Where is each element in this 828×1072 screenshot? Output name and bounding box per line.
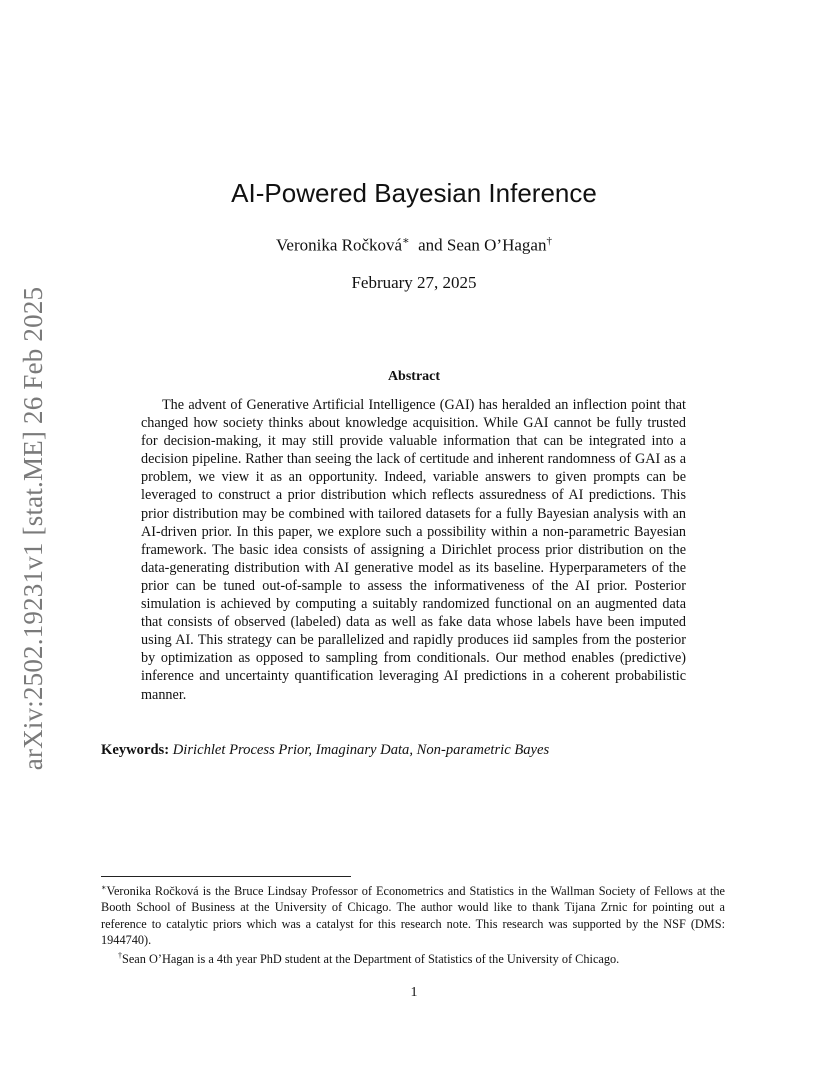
author-name-2: Sean O’Hagan [446, 235, 547, 255]
publication-date: February 27, 2025 [351, 273, 477, 292]
abstract-body: The advent of Generative Artificial Intelligence (GAI) has heralded an inflection point that changed how society thinks about knowledge acquisition. While GAI cannot be fully trusted for decision-making, it may still provide valuable information that can be integrated into a decision pipeline. Rather than seeing the lack of certitude and inherent randomness of GAI as a problem, we view it as an opportunity. Indeed, variable answers to given prompts can be leveraged to construct a prior distribution which reflects assuredness of AI predictions. This prior distribution may be combined with tailored datasets for a fully Bayesian analysis with an AI-driven prior. In this paper, we explore such a possibility within a non-parametric Bayesian framework. The basic idea consists of assigning a Dirichlet process prior distribution on the data-generating distribution with AI generative model as its baseline. Hyperparameters of the prior can be tuned out-of-sample to assess the informativeness of the AI prior. Posterior simulation is achieved by computing a suitably randomized functional on an augmented data that consists of observed (labeled) data as well as fake data whose labels have been imputed using AI. This strategy can be parallelized and rapidly produces iid samples from the posterior by optimization as opposed to sampling from conditionals. Our method enables (predictive) inference and uncertainty quantification leveraging AI predictions in a coherent probabilistic manner. [141, 397, 686, 703]
footnote-1-mark: ∗ [101, 883, 107, 892]
author-footnote-mark-2: † [546, 235, 552, 247]
footnote-1 [101, 880, 725, 948]
abstract-heading: Abstract [387, 369, 441, 384]
author-connector: and [418, 235, 443, 255]
arxiv-identifier-stamp [14, 278, 54, 778]
author-footnote-mark-1: ∗ [402, 235, 410, 247]
author-line [0, 234, 828, 256]
footnote-2-text: Sean O’Hagan is a 4th year PhD student at the Department of Statistics of the University of Chicago. [122, 952, 620, 966]
author-name-1: Veronika Ročková [276, 235, 403, 255]
arxiv-identifier-text: arXiv:2502.19231v1 [stat.ME] 26 Feb 2025 [18, 286, 49, 770]
keywords-label: Keywords: [101, 742, 170, 758]
footnote-2 [101, 948, 725, 967]
footnote-1-text: Veronika Ročková is the Bruce Lindsay Professor of Econometrics and Statistics in the Wallman Society of Fellows at the Booth School of Business at the University of Chicago. The author would like to thank Tijana Zrnic for pointing out a reference to catalytic priors which was a catalyst for this research note. This research was supported by the NSF (DMS: 1944740). [101, 884, 725, 947]
keywords-line [101, 742, 741, 759]
footnote-divider [101, 876, 351, 877]
page-number: 1 [410, 985, 418, 1000]
keywords-list: Dirichlet Process Prior, Imaginary Data, Non-parametric Bayes [172, 742, 550, 758]
footnotes [101, 880, 725, 967]
paper-title: AI-Powered Bayesian Inference [231, 178, 597, 208]
footnote-2-mark: † [118, 950, 122, 960]
